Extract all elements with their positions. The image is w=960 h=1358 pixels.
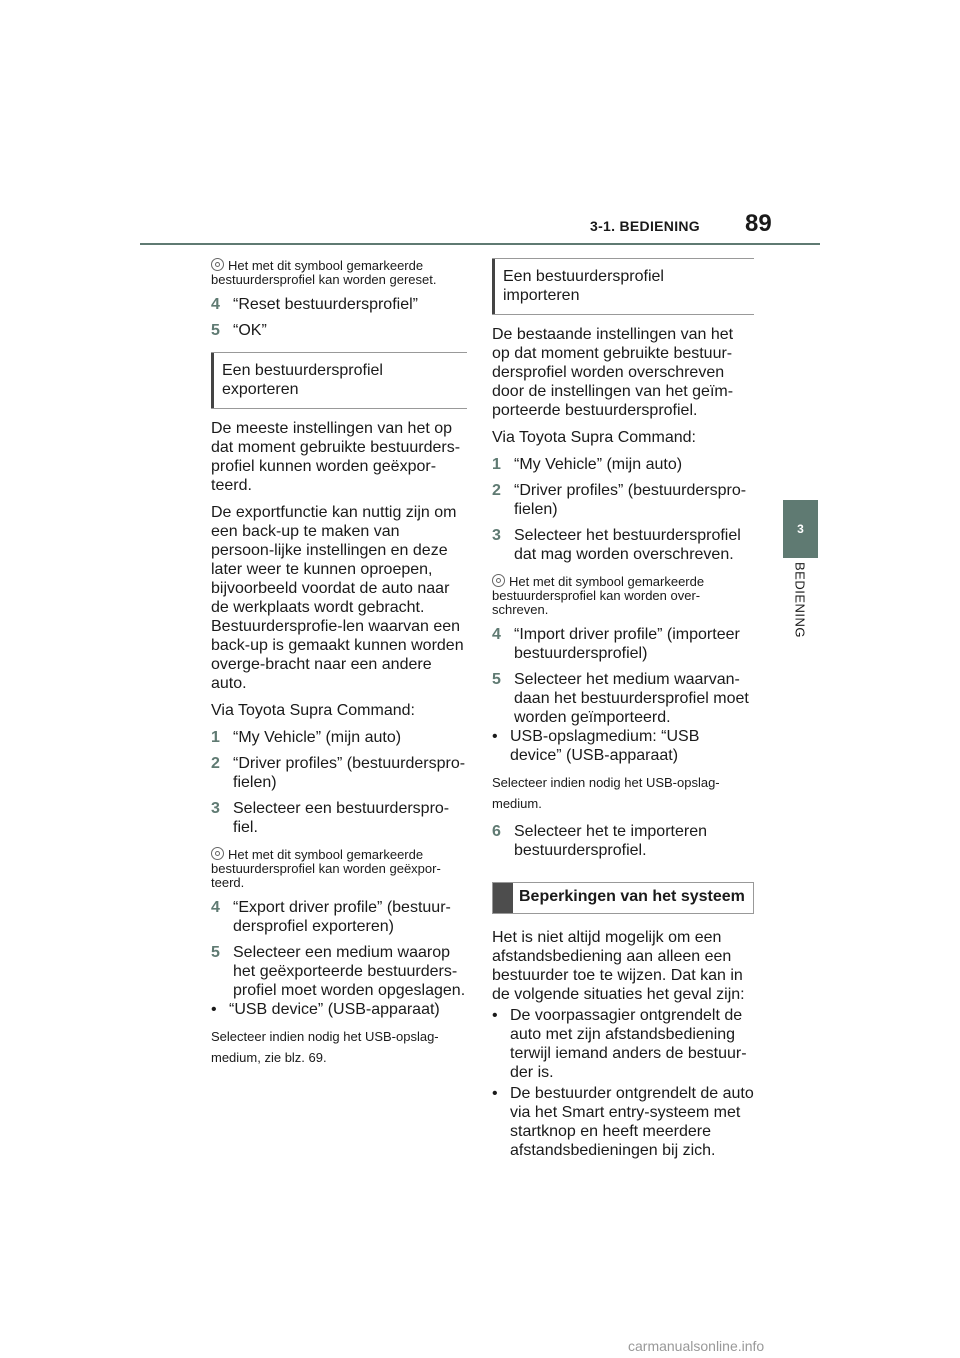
note-text: Het met dit symbool gemarkeerde bestuurdersprofiel kan worden gereset. [211, 258, 437, 287]
heading-bar [211, 353, 214, 408]
small-note: Selecteer indien nodig het USB-opslag-medium, zie blz. 69. [211, 1029, 439, 1065]
bullet-text: De voorpassagier ontgrendelt de auto met zijn afstandsbediening terwijl iemand anders de bestuur-der is. [510, 1007, 747, 1081]
step-text: “Import driver profile” (importeer bestuurdersprofiel) [514, 626, 740, 662]
heading-text: Een bestuurdersprofiel exporteren [222, 362, 383, 398]
section-heading-import [492, 258, 754, 315]
step-number: 5 [492, 671, 501, 688]
step-item [211, 728, 467, 747]
paragraph: Via Toyota Supra Command: [492, 429, 696, 446]
paragraph: De exportfunctie kan nuttig zijn om een back-up te maken van persoon-lijke instellingen en deze later weer te kunnen oproepen, bijvoorbeeld voordat de auto naar de werkplaats wordt gebracht. Bestuurdersprofie-len waarvan een back-up is gemaakt kunnen worden overge-bracht naar een andere auto. [211, 504, 464, 692]
small-note: Selecteer indien nodig het USB-opslag-medium. [492, 775, 720, 811]
section-title: 3-1. BEDIENING [590, 218, 700, 234]
step-item [492, 481, 754, 519]
step-item [211, 321, 467, 340]
step-text: “Export driver profile” (bestuur-dersprofiel exporteren) [233, 899, 451, 935]
bullet-text: USB-opslagmedium: “USB device” (USB-apparaat) [510, 728, 700, 764]
step-item [211, 898, 467, 936]
symbol-note [211, 258, 467, 287]
heading-text: Beperkingen van het systeem [519, 888, 745, 905]
step-item [211, 799, 467, 837]
bullet-text: “USB device” (USB-apparaat) [229, 1001, 440, 1018]
header-rule [140, 243, 820, 245]
bullet-item: • USB-opslagmedium: “USB device” (USB-apparaat) [492, 727, 754, 765]
section-heading-limits [492, 882, 754, 914]
bullet-item: • De bestuurder ontgrendelt de auto via het Smart entry-systeem met startknop en heeft meerdere afstandsbedieningen bij zich. [492, 1085, 754, 1159]
heading-bar [493, 883, 513, 913]
page-number: 89 [745, 210, 772, 237]
symbol-note [211, 847, 467, 890]
right-column [492, 258, 754, 1167]
step-number: 4 [211, 296, 220, 313]
step-number: 5 [211, 944, 220, 961]
step-text: Selecteer het medium waarvan-daan het bestuurdersprofiel moet worden geïmporteerd. [514, 671, 749, 726]
gear-icon [211, 258, 224, 271]
chapter-tab-number: 3 [783, 500, 818, 558]
left-column [211, 258, 467, 1076]
step-number: 1 [492, 456, 501, 473]
step-text: Selecteer een medium waarop het geëxporteerde bestuurders-profiel moet worden opgeslagen. [233, 944, 466, 999]
step-item [492, 670, 754, 727]
gear-icon [492, 574, 505, 587]
paragraph: Via Toyota Supra Command: [211, 702, 415, 719]
step-number: 4 [211, 899, 220, 916]
step-text: “My Vehicle” (mijn auto) [233, 729, 402, 746]
chapter-side-label [788, 562, 812, 662]
step-number: 2 [211, 755, 220, 772]
watermark: carmanualsonline.info [628, 1338, 765, 1354]
step-item [211, 295, 467, 314]
step-text: “Driver profiles” (bestuurderspro-fielen) [514, 482, 747, 518]
step-number: 6 [492, 823, 501, 840]
step-item [211, 754, 467, 792]
chapter-side-label-text: BEDIENING [792, 562, 808, 639]
step-number: 5 [211, 322, 220, 339]
step-text: “OK” [233, 322, 267, 339]
gear-icon [211, 847, 224, 860]
step-number: 3 [211, 800, 220, 817]
step-text: Selecteer een bestuurderspro-fiel. [233, 800, 450, 836]
step-text: “Reset bestuurdersprofiel” [233, 296, 418, 313]
step-text: Selecteer het bestuurdersprofiel dat mag worden overschreven. [514, 527, 741, 563]
step-number: 3 [492, 527, 501, 544]
heading-text: Een bestuurdersprofiel importeren [503, 268, 664, 304]
paragraph: Het is niet altijd mogelijk om een afstandsbediening aan alleen een bestuurder toe te wijzen. Dat kan in de volgende situaties het geval zijn: [492, 929, 745, 1003]
bullet-item: • De voorpassagier ontgrendelt de auto met zijn afstandsbediening terwijl iemand anders de bestuur-der is. [492, 1006, 754, 1082]
step-number: 2 [492, 482, 501, 499]
step-text: Selecteer het te importeren bestuurdersprofiel. [514, 823, 707, 859]
step-text: “Driver profiles” (bestuurderspro-fielen) [233, 755, 466, 791]
heading-bar [492, 259, 495, 314]
bullet-text: De bestuurder ontgrendelt de auto via het Smart entry-systeem met startknop en heeft meerdere afstandsbedieningen bij zich. [510, 1085, 754, 1159]
step-item [211, 943, 467, 1000]
note-text: Het met dit symbool gemarkeerde bestuurdersprofiel kan worden geëxpor-teerd. [211, 847, 441, 890]
paragraph: De bestaande instellingen van het op dat moment gebruikte bestuur-dersprofiel worden overschreven door de instellingen van het geïm-porteerde bestuurdersprofiel. [492, 326, 734, 419]
section-heading-export [211, 352, 467, 409]
step-item [492, 625, 754, 663]
symbol-note [492, 574, 754, 617]
step-text: “My Vehicle” (mijn auto) [514, 456, 683, 473]
paragraph: De meeste instellingen van het op dat moment gebruikte bestuurders-profiel kunnen worden geëxpor-teerd. [211, 420, 461, 494]
step-number: 1 [211, 729, 220, 746]
step-item [492, 822, 754, 860]
step-item [492, 526, 754, 564]
note-text: Het met dit symbool gemarkeerde bestuurdersprofiel kan worden over-schreven. [492, 574, 705, 617]
step-number: 4 [492, 626, 501, 643]
bullet-item: • “USB device” (USB-apparaat) [211, 1001, 440, 1018]
step-item [492, 455, 754, 474]
